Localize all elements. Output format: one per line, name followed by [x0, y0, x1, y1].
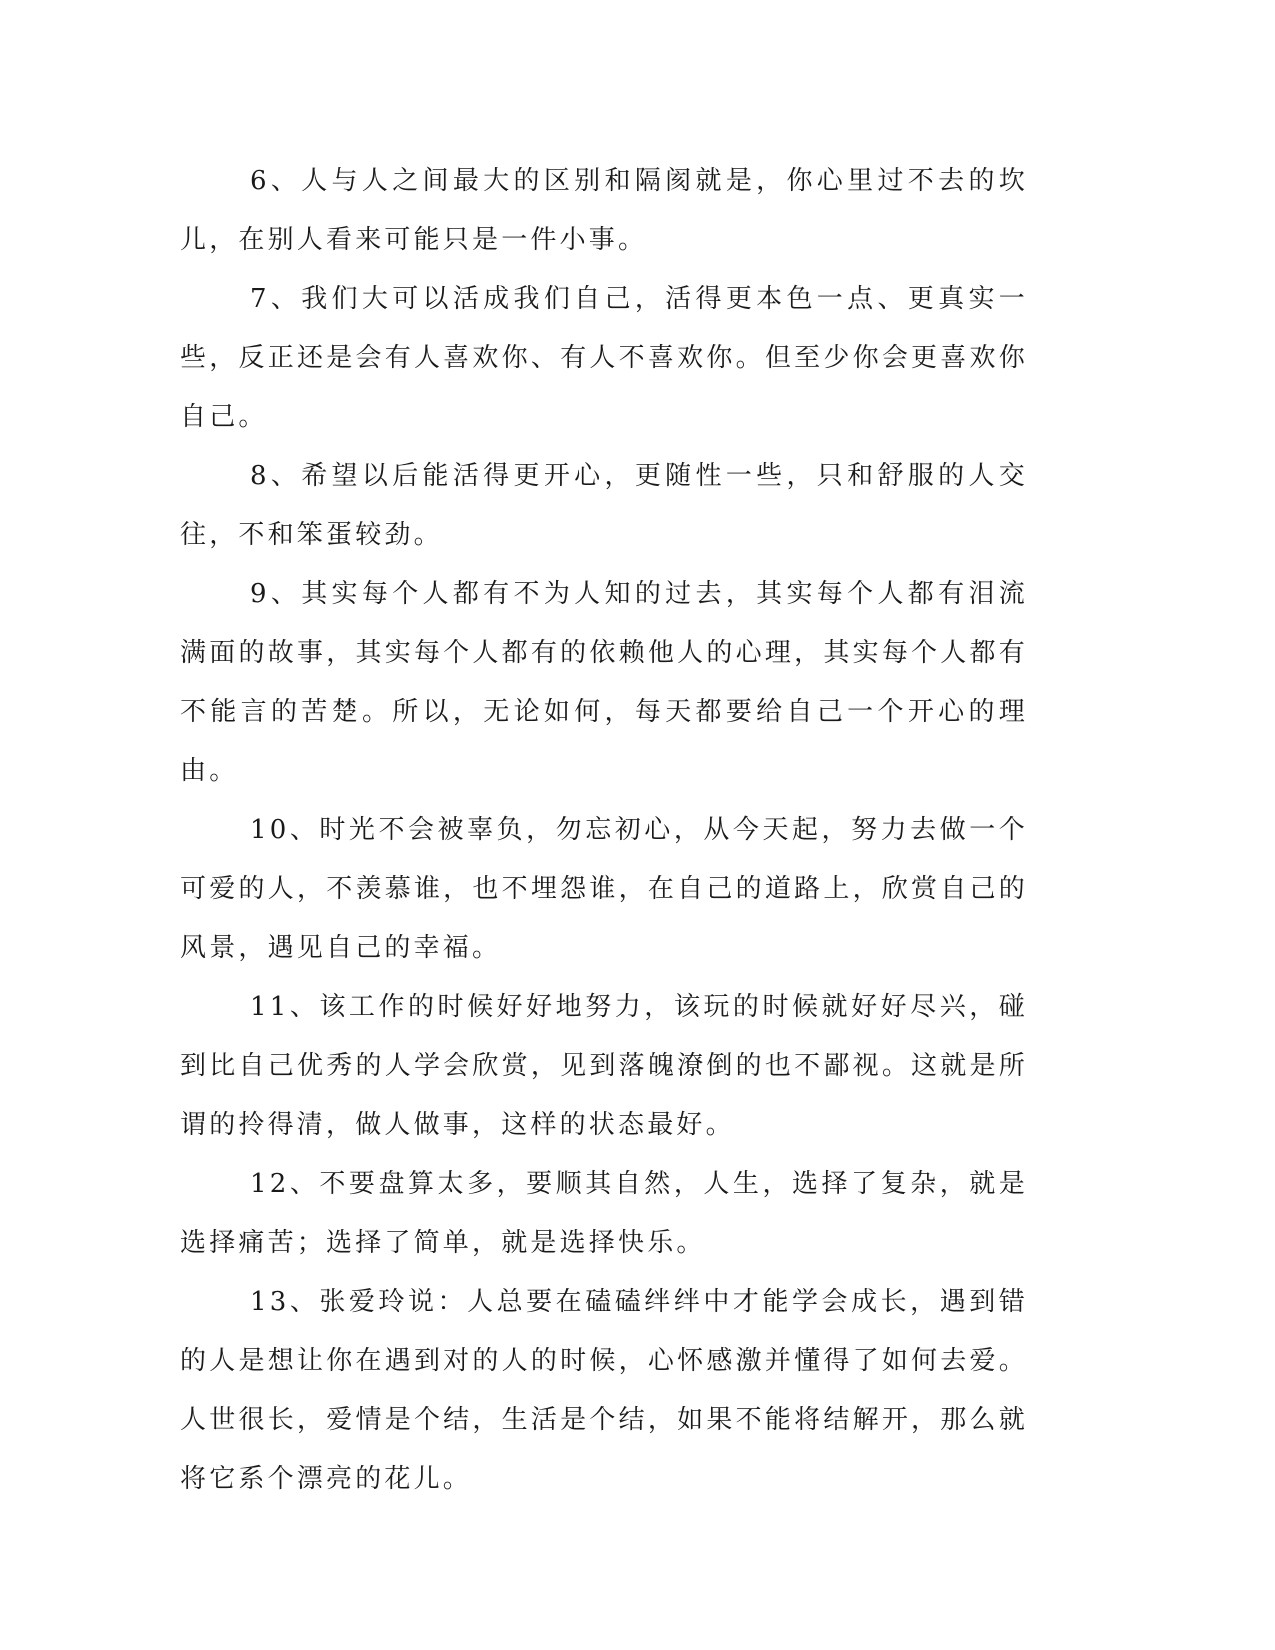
- paragraph-10: 10、时光不会被辜负，勿忘初心，从今天起，努力去做一个可爱的人，不羡慕谁，也不埋怨谁，在自己的道路上，欣赏自己的风景，遇见自己的幸福。: [180, 815, 1028, 963]
- paragraph-7: 7、我们大可以活成我们自己，活得更本色一点、更真实一些，反正还是会有人喜欢你、有人不喜欢你。但至少你会更喜欢你自己。: [180, 284, 1028, 432]
- paragraph-6: 6、人与人之间最大的区别和隔阂就是，你心里过不去的坎儿，在别人看来可能只是一件小事。: [180, 166, 1028, 255]
- paragraph-13: 13、张爱玲说：人总要在磕磕绊绊中才能学会成长，遇到错的人是想让你在遇到对的人的时候，心怀感激并懂得了如何去爱。人世很长，爱情是个结，生活是个结，如果不能将结解开，那么就将它系个漂亮的花儿。: [180, 1287, 1028, 1494]
- paragraph-11: 11、该工作的时候好好地努力，该玩的时候就好好尽兴，碰到比自己优秀的人学会欣赏，见到落魄潦倒的也不鄙视。这就是所谓的拎得清，做人做事，这样的状态最好。: [180, 992, 1028, 1140]
- paragraph-12: 12、不要盘算太多，要顺其自然，人生，选择了复杂，就是选择痛苦；选择了简单，就是选择快乐。: [180, 1169, 1028, 1258]
- paragraph-9: 9、其实每个人都有不为人知的过去，其实每个人都有泪流满面的故事，其实每个人都有的依赖他人的心理，其实每个人都有不能言的苦楚。所以，无论如何，每天都要给自己一个开心的理由。: [180, 579, 1028, 786]
- document-body: [180, 152, 1028, 1509]
- paragraph-8: 8、希望以后能活得更开心，更随性一些，只和舒服的人交往，不和笨蛋较劲。: [180, 461, 1028, 550]
